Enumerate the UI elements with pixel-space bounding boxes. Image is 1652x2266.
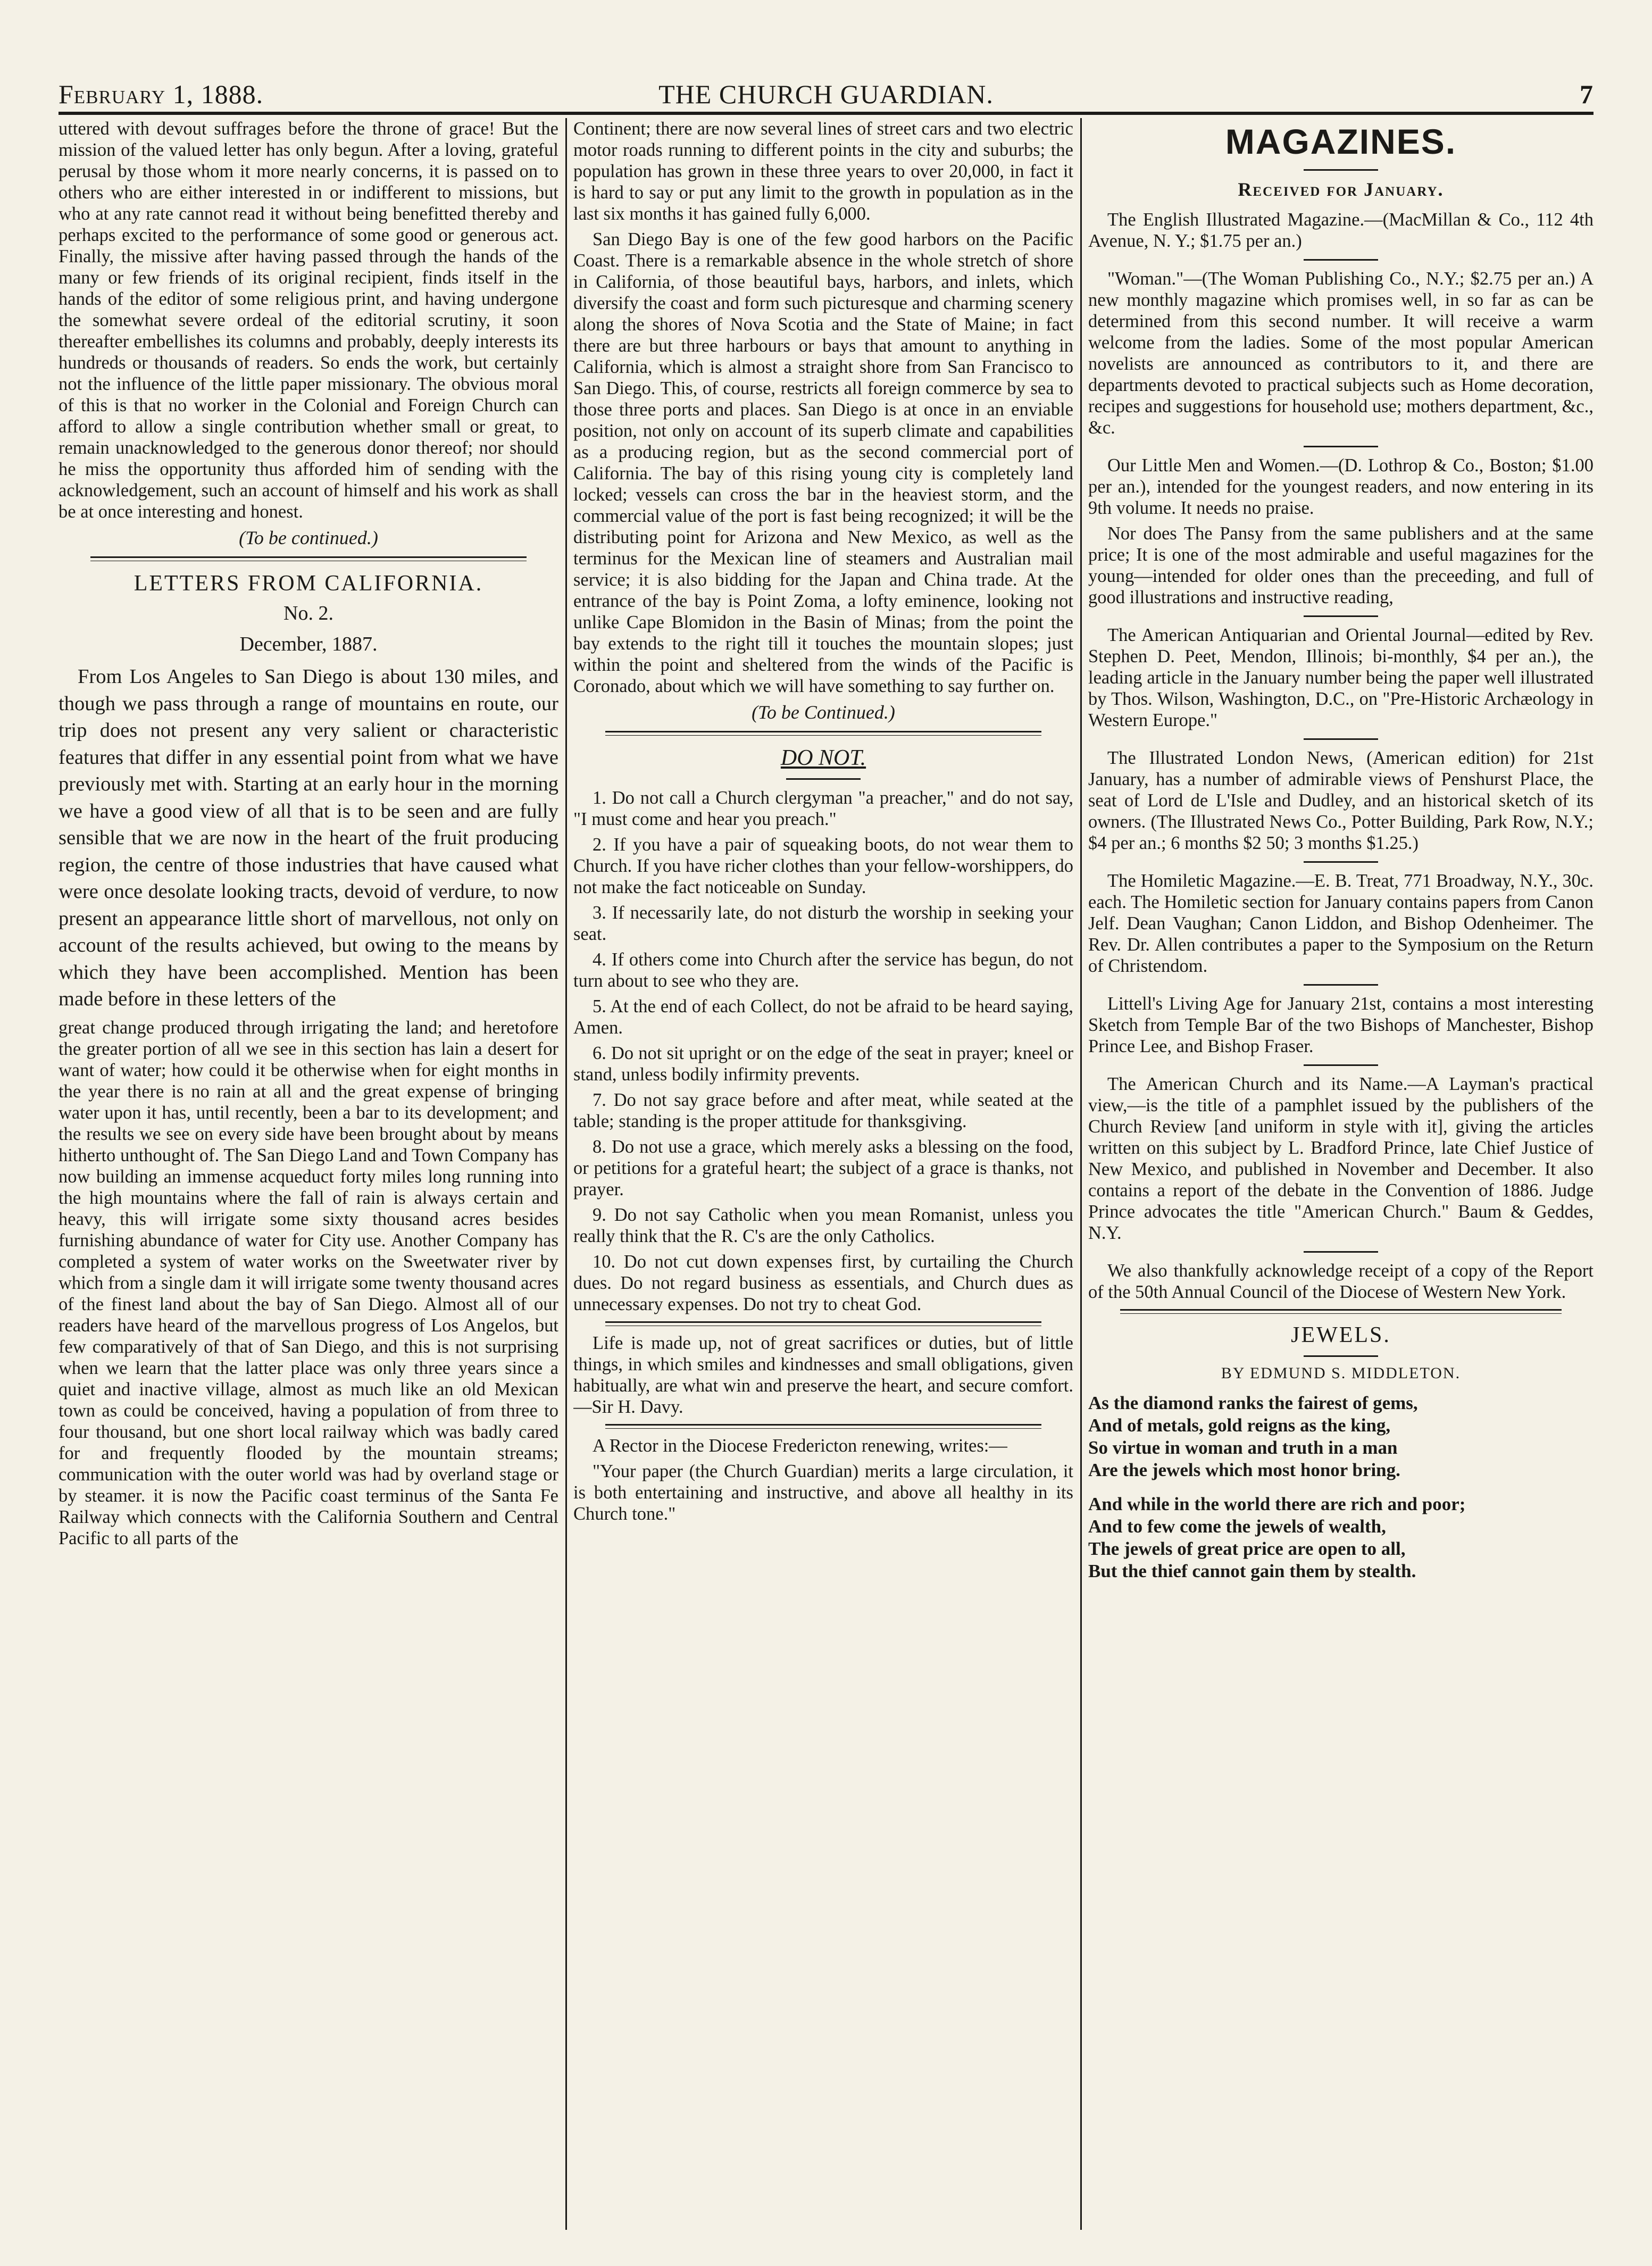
magazine-notice: The English Illustrated Magazine.—(MacMillan & Co., 112 4th Avenue, N. Y.; $1.75 per an.) [1088,210,1593,251]
poem-line: As the diamond ranks the fairest of gems, [1088,1393,1418,1413]
short-rule [1304,1251,1378,1253]
do-not-list [573,787,1073,1315]
do-not-heading: DO NOT. [780,746,866,770]
magazine-notice: We also thankfully acknowledge receipt of a copy of the Report of the 50th Annual Council of the Diocese of Western New York. [1088,1261,1593,1302]
column-3 [1088,118,1593,2230]
do-not-item: 7. Do not say grace before and after meat, while seated at the table; standing is the proper attitude for thanksgiving. [573,1090,1073,1131]
column-rule [1080,118,1082,2230]
letters-paragraph: From Los Angeles to San Diego is about 130 miles, and though we pass through a range of mountains en route, our trip does not present any very salient or characteristic features that differ in any essential point from what we have previously met with. Starting at an early hour in the morning we have a good view of all that is to be seen and are fully sensible that we are now in the heart of the fruit producing region, the centre of those industries that have caused what were once desolate looking tracts, devoid of verdure, to now present an appearance little short of marvellous, not only on account of the results achieved, but owing to the means by which they have been accomplished. Mention has been made before in these letters of the [59,665,558,1010]
letters-paragraph: Continent; there are now several lines of street cars and two electric motor roads running to different points in the city and suburbs; the population has grown in these three years to over 20,000, in fact it is hard to say or put any limit to the growth in population as in the last six months it has gained fully 6,000. [573,119,1073,224]
section-divider [605,1321,1041,1326]
do-not-item: 2. If you have a pair of squeaking boots, do not wear them to Church. If you have richer clothes than your fellow-worshippers, do not make the fact noticeable on Sunday. [573,835,1073,897]
magazine-notice: The Illustrated London News, (American edition) for 21st January, has a number of admirable views of Penshurst Place, the seat of Lord de L'Isle and Dudley, and an historical sketch of its owners. (The Illustrated News Co., Potter Building, Park Row, N.Y.; $4 per an.; 6 months $2 50; 3 months $1.25.) [1088,748,1593,853]
do-not-item: 8. Do not use a grace, which merely asks a blessing on the food, or petitions for a grateful heart; the subject of a grace is thanks, not prayer. [573,1137,1073,1199]
magazine-notice: The American Church and its Name.—A Layman's practical view,—is the title of a pamphlet issued by the publishers of the Church Review [and uniform in style with it], giving the articles written on this subject by L. Bradford Prince, late Chief Justice of New Mexico, and published in November and December. It also contains a report of the debate in the Convention of 1886. Judge Prince advocates the title "American Church." Baum & Geddes, N.Y. [1088,1074,1593,1243]
short-rule [786,778,861,780]
to-be-continued-note: (To be continued.) [239,527,378,548]
magazine-notice: The American Antiquarian and Oriental Journal—edited by Rev. Stephen D. Peet, Mendon, Illinois; bi-monthly, $4 per an.), the leading article in the January number being the paper well illustrated by Thos. Wilson, Washington, D.C., on "Pre-Historic Archæology in Western Europe." [1088,625,1593,730]
poem-line: And of metals, gold reigns as the king, [1088,1415,1391,1436]
jewels-heading: JEWELS. [1291,1323,1391,1347]
short-rule [1304,984,1378,986]
poem-line: And while in the world there are rich and poor; [1088,1494,1466,1514]
short-rule [1304,259,1378,261]
rector-quote: "Your paper (the Church Guardian) merits a large circulation, it is both entertaining and instructive, and above all healthy in its Church tone." [573,1461,1073,1524]
jewels-byline: BY EDMUND S. MIDDLETON. [1221,1364,1461,1382]
do-not-item: 3. If necessarily late, do not disturb the worship in seeking your seat. [573,903,1073,944]
page-header [59,69,1593,115]
column-rule [565,118,567,2230]
short-rule [1304,1064,1378,1066]
magazine-notice: Our Little Men and Women.—(D. Lothrop & Co., Boston; $1.00 per an.), intended for the youngest readers, and now entering in its 9th volume. It needs no praise. [1088,455,1593,518]
poem-stanza [1088,1392,1593,1481]
magazine-notice: Littell's Living Age for January 21st, contains a most interesting Sketch from Temple Bar of the two Bishops of Manchester, Bishop Prince Lee, and Bishop Fraser. [1088,994,1593,1056]
short-rule [1304,738,1378,740]
short-rule [1304,1355,1378,1357]
magazine-notice: Nor does The Pansy from the same publishers and at the same price; It is one of the most admirable and useful magazines for the young—intended for older ones than the preceeding, and full of good illustrations and instructive reading, [1088,523,1593,607]
short-rule [1304,615,1378,617]
do-not-item: 5. At the end of each Collect, do not be afraid to be heard saying, Amen. [573,996,1073,1038]
poem-line: Are the jewels which most honor bring. [1088,1460,1400,1480]
short-rule [1304,861,1378,863]
section-divider [605,1424,1041,1429]
section-divider [605,731,1041,736]
poem-line: So virtue in woman and truth in a man [1088,1437,1398,1458]
magazine-notice: "Woman."—(The Woman Publishing Co., N.Y.; $2.75 per an.) A new monthly magazine which promises well, in so far as can be determined from this second number. It will receive a warm welcome from the ladies. Some of the most popular American novelists are announced as contributors to it, and there are departments devoted to practical subjects such as Home decoration, recipes and suggestions for household use; mothers department, &c., &c. [1088,269,1593,438]
column-1 [59,118,558,2230]
magazines-heading: MAGAZINES. [1225,122,1457,161]
continued-article-text: uttered with devout suffrages before the throne of grace! But the mission of the valued letter has only begun. After a loving, grateful perusal by those whom it more nearly concerns, it is passed on to others who are either interested in or indifferent to missions, but who at any rate cannot read it without being benefitted thereby and perhaps excited to the performance of some good or generous act. Finally, the missive after having passed through the hands of the many or few friends of its original recipient, finds itself in the hands of the editor of some religious print, and having undergone the somewhat severe ordeal of the editorial scrutiny, it soon thereafter embellishes its columns and probably, deeply interests its hundreds or thousands of readers. So ends the work, but certainly not the influence of the little paper missionary. The obvious moral of this is that no worker in the Colonial and Foreign Church can afford to allow a single contribution whether small or great, to remain unacknowledged to the generous donor thereof; nor should he miss the opportunity thus afforded him of sending with the acknowledgement, such an account of himself and his work as shall be at once interesting and honest. [59,119,558,522]
do-not-item: 4. If others come into Church after the service has begun, do not turn about to see who they are. [573,949,1073,991]
magazine-notice: The Homiletic Magazine.—E. B. Treat, 771 Broadway, N.Y., 30c. each. The Homiletic section for January contains papers from Canon Jelf. Dean Vaughan; Canon Liddon, and Bishop Odenheimer. The Rev. Dr. Allen contributes a paper to the Symposium on the Return of Christendom. [1088,871,1593,976]
issue-date: February 1, 1888. [59,79,264,109]
letters-paragraph: San Diego Bay is one of the few good harbors on the Pacific Coast. There is a remarkable absence in the whole stretch of shore in California, of those beautiful bays, harbors, and inlets, which diversify the coast and form such picturesque and charming scenery along the shores of Nova Scotia and the State of Maine; in fact there are but three harbours or bays that amount to anything in California, which is almost a straight shore from San Francisco to San Diego. This, of course, restricts all foreign commerce by sea to those three ports and places. San Diego is at once in an enviable position, not only on account of its superb climate and capabilities as a producing region, but as the second commercial port of California. The bay of this rising young city is completely land locked; vessels can cross the bar in the heaviest storm, and the commercial value of the port is fast being recognized; it will be the distributing point for Arizona and New Mexico, as well as the terminus for the Mexican line of steamers and Australian mail service; it is also bidding for the Japan and China trade. At the entrance of the bay is Point Zoma, a lofty eminence, looking not unlike Cape Blomidon in the Basin of Minas; from the point the bay extends to the right till it touches the mountain slopes; just within the point and sheltered from the winds of the Pacific is Coronado, about which we will have something to say further on. [573,229,1073,696]
poem-line: The jewels of great price are open to all, [1088,1538,1406,1559]
poem-stanza [1088,1493,1593,1582]
short-rule [1304,169,1378,171]
letters-date: December, 1887. [239,633,378,655]
rector-intro: A Rector in the Diocese Fredericton renewing, writes:— [593,1436,1007,1456]
poem-line: And to few come the jewels of wealth, [1088,1516,1386,1537]
columns [59,118,1593,2230]
letters-number: No. 2. [283,602,333,624]
do-not-item: 9. Do not say Catholic when you mean Romanist, unless you really think that the R. C's are the only Catholics. [573,1205,1073,1246]
letters-paragraph: great change produced through irrigating the land; and heretofore the greater portion of all we see in this section has lain a desert for want of water; how could it be otherwise when for eight months in the year there is no rain at all and the great expense of bringing water upon it has, until recently, been a bar to its development; and the results we see on every side have been brought about by means hitherto unthought of. The San Diego Land and Town Company has now building an immense acqueduct forty miles long running into the high mountains where the fall of rain is always certain and heavy, this will irrigate some sixty thousand acres besides furnishing abundance of water for City use. Another Company has completed a system of water works on the Sweetwater river by which from a single dam it will irrigate some twenty thousand acres of the finest land about the bay of San Diego. Almost all of our readers have heard of the marvellous progress of Los Angelos, but few comparatively of that of San Diego, and this is not surprising when we learn that the latter place was only three years since a quiet and inactive village, almost as much like an old Mexican town as could be conceived, having a population of from three to four thousand, but one short local railway which was badly cared for and frequently flooded by the mountain streams; communication with the outer world was had by overland stage or by steamer. it is now the Pacific coast terminus of the Santa Fe Railway which connects with the California Southern and Central Pacific to all parts of the [59,1017,558,1548]
short-rule [1304,446,1378,447]
life-quote: Life is made up, not of great sacrifices or duties, but of little things, in which smiles and kindnesses and small obligations, given habitually, are what win and preserve the heart, and secure comfort.—Sir H. Davy. [573,1333,1073,1417]
to-be-continued-note: (To be Continued.) [752,702,895,723]
do-not-item: 1. Do not call a Church clergyman "a preacher," and do not say, "I must come and hear you preach." [573,788,1073,829]
do-not-item: 6. Do not sit upright or on the edge of the seat in prayer; kneel or stand, unless bodily infirmity prevents. [573,1043,1073,1085]
section-divider [1120,1309,1562,1314]
newspaper-title: THE CHURCH GUARDIAN. [658,79,994,109]
page-number: 7 [1580,79,1593,109]
poem-line: But the thief cannot gain them by stealth. [1088,1561,1416,1581]
magazines-subheading: Received for January. [1238,179,1444,200]
letters-heading: LETTERS FROM CALIFORNIA. [134,571,483,596]
section-divider [90,556,527,561]
column-2 [573,118,1073,2230]
do-not-item: 10. Do not cut down expenses first, by curtailing the Church dues. Do not regard business as essentials, and Church dues as unnecessary expenses. Do not try to cheat God. [573,1252,1073,1314]
